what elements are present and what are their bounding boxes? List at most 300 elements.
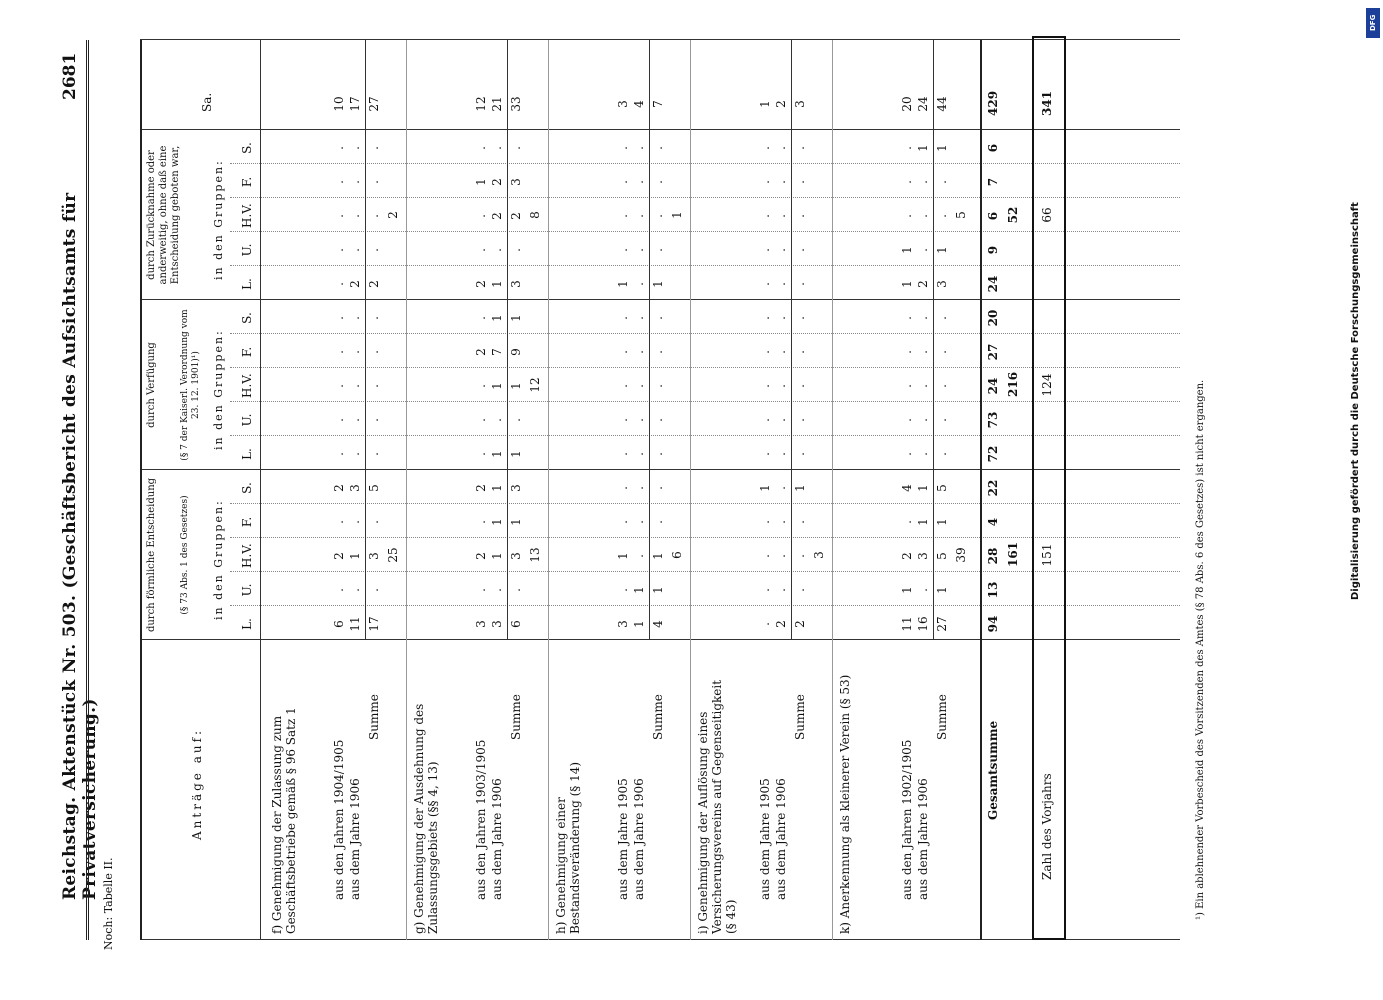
table-cell: . xyxy=(651,180,665,184)
subcolumn-header: U. xyxy=(240,413,254,427)
gesamt-brace-total: 52 xyxy=(1006,206,1020,224)
table-cell: 24 xyxy=(986,275,1000,293)
table-cell: . xyxy=(758,554,772,558)
table-cell: . xyxy=(651,452,665,456)
subcolumn-header: F. xyxy=(240,176,254,188)
antraege-header: Anträge auf: xyxy=(190,727,204,840)
table-cell: . xyxy=(916,588,930,592)
table-cell: 11 xyxy=(900,616,914,632)
col-divider xyxy=(140,129,1180,130)
col-divider xyxy=(140,639,1180,640)
table-cell: . xyxy=(509,248,523,252)
table-cell: . xyxy=(916,214,930,218)
sa-cell: 4 xyxy=(632,100,646,108)
table-cell: . xyxy=(900,418,914,422)
group-subheader: (§ 7 der Kaiserl. Verordnung vom 23. 12. 1901)¹) xyxy=(180,309,201,461)
table-cell: . xyxy=(793,146,807,150)
table-cell: 1 xyxy=(916,518,930,526)
table-cell: 3 xyxy=(509,552,523,560)
row-label: aus dem Jahre 1906 xyxy=(632,778,646,900)
subcolumn-header: F. xyxy=(240,516,254,528)
table-cell: 1 xyxy=(490,518,504,526)
table-cell: 2 xyxy=(793,620,807,628)
table-cell: . xyxy=(332,316,346,320)
table-cell: 24 xyxy=(986,377,1000,395)
col-divider xyxy=(140,939,1180,940)
table-cell: . xyxy=(758,146,772,150)
table-cell: . xyxy=(332,214,346,218)
table-cell: . xyxy=(935,316,949,320)
table-cell: 3 xyxy=(935,280,949,288)
col-divider xyxy=(140,299,1180,300)
header-bottom-rule xyxy=(260,40,261,940)
brace-total: 25 xyxy=(386,547,400,563)
table-cell: . xyxy=(474,418,488,422)
table-cell: . xyxy=(348,384,362,388)
table-cell: 1 xyxy=(935,518,949,526)
vorjahr-sa: 341 xyxy=(1040,90,1054,116)
table-cell: 9 xyxy=(986,245,1000,255)
section-label: h) Genehmigung einer Bestandsveränderung (§ 14) xyxy=(554,761,582,934)
sum-rule xyxy=(507,40,508,640)
table-cell: . xyxy=(774,384,788,388)
table-cell: 2 xyxy=(916,280,930,288)
table-cell: . xyxy=(916,418,930,422)
table-cell: 27 xyxy=(935,616,949,632)
table-cell: . xyxy=(367,146,381,150)
table-cell: . xyxy=(332,350,346,354)
table-cell: . xyxy=(758,248,772,252)
table-cell: . xyxy=(774,214,788,218)
table-cell: . xyxy=(474,452,488,456)
table-cell: 2 xyxy=(900,552,914,560)
table-cell: . xyxy=(474,520,488,524)
table-cell: . xyxy=(616,418,630,422)
table-cell: . xyxy=(651,248,665,252)
table-cell: . xyxy=(758,350,772,354)
gesamt-rule-top xyxy=(980,40,982,940)
table-cell: 2 xyxy=(474,280,488,288)
table-cell: . xyxy=(935,452,949,456)
in-groups-label: in den Gruppen: xyxy=(212,159,225,280)
table-cell: 6 xyxy=(986,211,1000,221)
table-cell: . xyxy=(758,418,772,422)
table-cell: 9 xyxy=(509,348,523,356)
vorjahr-value: 124 xyxy=(1040,373,1054,397)
table-cell: . xyxy=(900,316,914,320)
table-cell: 6 xyxy=(509,620,523,628)
table-cell: 6 xyxy=(986,143,1000,153)
table-cell: 22 xyxy=(986,479,1000,497)
section-label: i) Genehmigung der Auflösung eines Versicherungsvereins auf Gegenseitigkeit (§ 43) xyxy=(696,679,738,934)
table-cell: 1 xyxy=(935,144,949,152)
table-cell: . xyxy=(793,452,807,456)
table-cell: . xyxy=(490,418,504,422)
table-cell: . xyxy=(916,384,930,388)
table-cell: 28 xyxy=(986,547,1000,565)
table-cell: . xyxy=(474,248,488,252)
section-rule xyxy=(406,40,407,940)
table-cell: . xyxy=(774,554,788,558)
sa-cell: 12 xyxy=(474,96,488,112)
table-cell: . xyxy=(758,214,772,218)
footnote: ¹) Ein ablehnender Vorbescheid des Vorsitzenden des Amtes (§ 78 Abs. 6 des Gesetzes) ist nicht ergangen. xyxy=(1195,379,1206,920)
table-cell: 1 xyxy=(509,382,523,390)
table-cell: . xyxy=(632,452,646,456)
table-cell: . xyxy=(793,418,807,422)
group-header: durch Zurücknahme oder anderweitig, ohne daß eine Entscheidung geboten war, xyxy=(146,145,181,285)
section-rule xyxy=(832,40,833,940)
sa-cell: 27 xyxy=(367,96,381,112)
sa-header: Sa. xyxy=(200,92,214,112)
group-subheader: (§ 73 Abs. 1 des Gesetzes) xyxy=(180,495,190,615)
table-cell: . xyxy=(900,520,914,524)
in-groups-label: in den Gruppen: xyxy=(212,499,225,620)
table-cell: . xyxy=(793,214,807,218)
table-cell: 1 xyxy=(616,280,630,288)
table-cell: . xyxy=(774,452,788,456)
subcolumn-header: S. xyxy=(240,142,254,154)
table-cell: . xyxy=(509,146,523,150)
table-cell: . xyxy=(367,248,381,252)
table-cell: . xyxy=(348,248,362,252)
table-cell: 1 xyxy=(758,484,772,492)
row-label: aus den Jahren 1902/1905 xyxy=(900,739,914,900)
table-cell: . xyxy=(651,384,665,388)
table-cell: . xyxy=(348,146,362,150)
table-cell: 3 xyxy=(509,178,523,186)
table-cell: 16 xyxy=(916,616,930,632)
sum-rule xyxy=(933,40,934,640)
table-cell: 4 xyxy=(986,517,1000,527)
table-cell: 20 xyxy=(986,309,1000,327)
table-cell: 3 xyxy=(616,620,630,628)
table-cell: 1 xyxy=(474,178,488,186)
table-cell: . xyxy=(367,520,381,524)
table-cell: 27 xyxy=(986,343,1000,361)
table-cell: . xyxy=(651,316,665,320)
table-cell: 1 xyxy=(490,484,504,492)
summe-label: Summe xyxy=(793,694,807,740)
table-cell: 1 xyxy=(935,246,949,254)
table-cell: 72 xyxy=(986,445,1000,463)
subcolumn-header: H.V. xyxy=(240,543,254,568)
table-cell: . xyxy=(367,214,381,218)
table-cell: . xyxy=(935,384,949,388)
dfg-watermark: Digitalisierung gefördert durch die Deutsche Forschungsgemeinschaft xyxy=(1350,202,1361,600)
table-cell: 73 xyxy=(986,411,1000,429)
table-cell: . xyxy=(490,588,504,592)
table-cell: 1 xyxy=(900,280,914,288)
table-cell: . xyxy=(935,180,949,184)
table-cell: 3 xyxy=(509,484,523,492)
summe-label: Summe xyxy=(651,694,665,740)
table-cell: . xyxy=(367,180,381,184)
table-cell: 2 xyxy=(490,178,504,186)
table-cell: 1 xyxy=(916,484,930,492)
row-label: aus dem Jahre 1906 xyxy=(348,778,362,900)
table-cell: 2 xyxy=(474,348,488,356)
table-cell: . xyxy=(758,622,772,626)
table-cell: 2 xyxy=(490,212,504,220)
table-cell: . xyxy=(632,418,646,422)
brace-total: 3 xyxy=(812,551,826,559)
table-cell: . xyxy=(916,248,930,252)
table-cell: 2 xyxy=(332,484,346,492)
table-cell: 1 xyxy=(490,314,504,322)
dfg-logo: DFG xyxy=(1366,8,1380,38)
sa-cell: 17 xyxy=(348,96,362,112)
table-cell: . xyxy=(616,588,630,592)
table-cell: . xyxy=(348,452,362,456)
table-cell: . xyxy=(332,588,346,592)
table-cell: . xyxy=(616,384,630,388)
gesamt-brace-total: 161 xyxy=(1006,541,1020,567)
sa-cell: 21 xyxy=(490,96,504,112)
table-cell: 1 xyxy=(616,552,630,560)
table-cell: . xyxy=(332,282,346,286)
table-cell: . xyxy=(632,180,646,184)
subcolumn-header: F. xyxy=(240,346,254,358)
group-header: durch förmliche Entscheidung xyxy=(146,477,157,633)
col-divider xyxy=(140,39,1180,40)
table-cell: 1 xyxy=(935,586,949,594)
table-cell: . xyxy=(367,316,381,320)
table-cell: . xyxy=(632,282,646,286)
table-cell: . xyxy=(632,214,646,218)
section-label: f) Genehmigung der Zulassung zum Geschäftsbetriebe gemäß § 96 Satz 1 xyxy=(270,707,298,934)
row-label: aus den Jahren 1903/1905 xyxy=(474,739,488,900)
table-cell: 1 xyxy=(509,450,523,458)
table-cell: . xyxy=(348,520,362,524)
table-cell: 2 xyxy=(774,620,788,628)
table-cell: . xyxy=(367,452,381,456)
table-cell: . xyxy=(774,180,788,184)
in-groups-label: in den Gruppen: xyxy=(212,329,225,450)
table-cell: 1 xyxy=(490,450,504,458)
table-cell: . xyxy=(758,452,772,456)
table-cell: . xyxy=(332,248,346,252)
table-cell: 7 xyxy=(490,348,504,356)
table-cell: . xyxy=(758,180,772,184)
table-cell: . xyxy=(793,180,807,184)
row-label: aus dem Jahre 1906 xyxy=(916,778,930,900)
table-cell: 3 xyxy=(916,552,930,560)
table-cell: . xyxy=(651,520,665,524)
sa-cell: 3 xyxy=(793,100,807,108)
table-cell: . xyxy=(793,384,807,388)
gesamtsumme-label: Gesamtsumme xyxy=(986,720,1000,820)
table-cell: . xyxy=(774,316,788,320)
sa-cell: 3 xyxy=(616,100,630,108)
page-number: 2681 xyxy=(60,52,80,100)
vorjahr-value: 151 xyxy=(1040,543,1054,567)
table-cell: . xyxy=(774,520,788,524)
section-rule xyxy=(690,40,691,940)
table-cell: . xyxy=(916,316,930,320)
table-cell: . xyxy=(774,350,788,354)
brace-total: 5 xyxy=(954,211,968,219)
table-cell: . xyxy=(793,350,807,354)
table-cell: 4 xyxy=(900,484,914,492)
table-cell: 17 xyxy=(367,616,381,632)
table-caption: Noch: Tabelle II. xyxy=(102,857,115,950)
table-cell: . xyxy=(774,146,788,150)
table-cell: . xyxy=(332,520,346,524)
table-cell: . xyxy=(616,520,630,524)
table-cell: 6 xyxy=(332,620,346,628)
table-cell: . xyxy=(900,452,914,456)
table-cell: . xyxy=(774,486,788,490)
table-cell: 1 xyxy=(509,518,523,526)
brace-total: 2 xyxy=(386,211,400,219)
subcolumn-header: L. xyxy=(240,278,254,290)
table-cell: 3 xyxy=(509,280,523,288)
table-cell: 3 xyxy=(490,620,504,628)
subcolumn-header: H.V. xyxy=(240,373,254,398)
table-cell: . xyxy=(367,418,381,422)
table-cell: . xyxy=(793,248,807,252)
subcolumn-header: U. xyxy=(240,243,254,257)
table-cell: . xyxy=(651,486,665,490)
table-cell: . xyxy=(793,520,807,524)
table-cell: . xyxy=(348,418,362,422)
table-cell: 2 xyxy=(332,552,346,560)
sa-cell: 429 xyxy=(986,90,1000,116)
table-cell: 1 xyxy=(900,586,914,594)
table-cell: 2 xyxy=(348,280,362,288)
table-cell: 5 xyxy=(367,484,381,492)
table-cell: . xyxy=(616,452,630,456)
table-cell: . xyxy=(632,146,646,150)
table-cell: . xyxy=(900,384,914,388)
brace-total: 1 xyxy=(670,211,684,219)
table-cell: . xyxy=(651,418,665,422)
table-cell: 2 xyxy=(509,212,523,220)
brace-total: 12 xyxy=(528,377,542,393)
table-cell: 13 xyxy=(986,581,1000,599)
header-rule xyxy=(86,40,89,940)
table-cell: . xyxy=(332,418,346,422)
table-cell: 5 xyxy=(935,552,949,560)
table-cell: . xyxy=(900,146,914,150)
summe-label: Summe xyxy=(935,694,949,740)
table-cell: . xyxy=(758,316,772,320)
table-cell: 3 xyxy=(367,552,381,560)
table-cell: . xyxy=(474,588,488,592)
table-cell: . xyxy=(348,180,362,184)
table-cell: . xyxy=(332,180,346,184)
table-cell: 7 xyxy=(986,177,1000,187)
table-cell: 4 xyxy=(651,620,665,628)
row-label: aus dem Jahre 1905 xyxy=(758,778,772,900)
sa-cell: 44 xyxy=(935,96,949,112)
table-cell: . xyxy=(758,588,772,592)
table-cell: . xyxy=(651,214,665,218)
brace-total: 39 xyxy=(954,547,968,563)
table-cell: . xyxy=(474,316,488,320)
table-cell: . xyxy=(632,384,646,388)
table-cell: . xyxy=(490,248,504,252)
sum-rule xyxy=(649,40,650,640)
table-cell: . xyxy=(793,316,807,320)
table-cell: . xyxy=(916,350,930,354)
brace-total: 8 xyxy=(528,211,542,219)
table-cell: 2 xyxy=(474,552,488,560)
vorjahr-label: Zahl des Vorjahrs xyxy=(1040,773,1054,880)
table-cell: 1 xyxy=(651,552,665,560)
sum-rule xyxy=(791,40,792,640)
table-cell: . xyxy=(900,350,914,354)
table-cell: 3 xyxy=(348,484,362,492)
table-cell: . xyxy=(900,214,914,218)
table-cell: 2 xyxy=(474,484,488,492)
section-label: k) Anerkennung als kleinerer Verein (§ 53) xyxy=(838,674,852,934)
table-cell: . xyxy=(474,146,488,150)
table-cell: . xyxy=(758,384,772,388)
table-cell: . xyxy=(332,384,346,388)
table-cell: 1 xyxy=(509,314,523,322)
section-label: g) Genehmigung der Ausdehnung des Zulassungsgebiets (§§ 4, 13) xyxy=(412,703,440,934)
row-label: aus dem Jahre 1906 xyxy=(774,778,788,900)
table-cell: 1 xyxy=(490,280,504,288)
table-cell: 1 xyxy=(490,382,504,390)
table-cell: . xyxy=(935,214,949,218)
table-cell: . xyxy=(758,520,772,524)
table-cell: . xyxy=(774,248,788,252)
table-cell: 1 xyxy=(916,144,930,152)
table-cell: . xyxy=(616,248,630,252)
col-divider xyxy=(140,469,1180,470)
table-cell: . xyxy=(332,146,346,150)
subcolumn-header: U. xyxy=(240,583,254,597)
table-cell: . xyxy=(632,486,646,490)
table-cell: . xyxy=(935,350,949,354)
table-cell: . xyxy=(900,180,914,184)
table-cell: . xyxy=(509,418,523,422)
table-cell: . xyxy=(509,588,523,592)
sa-cell: 20 xyxy=(900,96,914,112)
table-cell: . xyxy=(367,384,381,388)
sa-cell: 7 xyxy=(651,100,665,108)
table-cell: . xyxy=(916,180,930,184)
table-cell: . xyxy=(332,452,346,456)
table-cell: . xyxy=(793,588,807,592)
sum-rule xyxy=(365,40,366,640)
statistics-table xyxy=(140,40,1180,940)
table-cell: . xyxy=(616,486,630,490)
subcolumn-header: H.V. xyxy=(240,203,254,228)
row-label: aus dem Jahre 1906 xyxy=(490,778,504,900)
table-cell: 1 xyxy=(632,586,646,594)
table-cell: . xyxy=(758,282,772,286)
table-cell: . xyxy=(348,588,362,592)
table-cell: . xyxy=(793,282,807,286)
table-cell: . xyxy=(367,588,381,592)
vorjahr-value: 66 xyxy=(1040,207,1054,223)
table-cell: 1 xyxy=(793,484,807,492)
table-cell: . xyxy=(616,146,630,150)
table-cell: . xyxy=(774,282,788,286)
table-cell: 1 xyxy=(651,280,665,288)
table-cell: 5 xyxy=(935,484,949,492)
table-cell: . xyxy=(935,418,949,422)
sa-cell: 33 xyxy=(509,96,523,112)
table-cell: . xyxy=(348,350,362,354)
table-cell: . xyxy=(632,350,646,354)
table-cell: 1 xyxy=(632,620,646,628)
table-cell: . xyxy=(916,452,930,456)
